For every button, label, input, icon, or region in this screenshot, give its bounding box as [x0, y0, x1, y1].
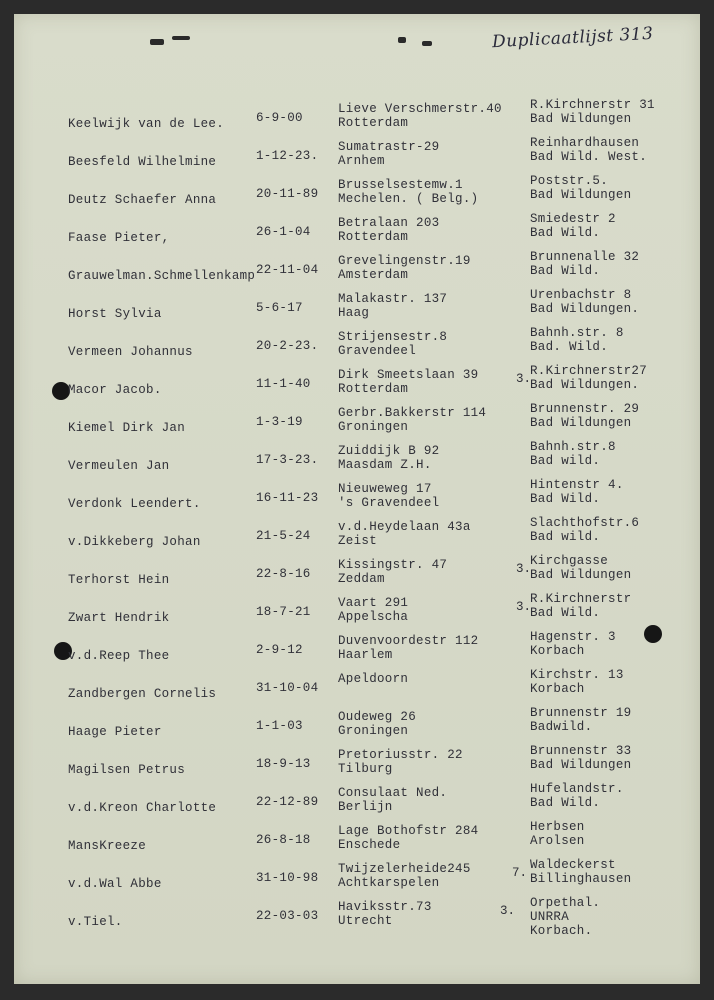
destination-line: Bad Wildungen. — [530, 302, 640, 316]
address-line: v.d.Heydelaan 43a — [338, 520, 471, 534]
destination-address — [530, 858, 631, 886]
person-name: v.Dikkeberg Johan — [68, 535, 201, 549]
person-name: Zandbergen Cornelis — [68, 687, 217, 701]
list-item — [0, 404, 714, 444]
home-address — [338, 558, 447, 586]
destination-line: Bad Wild. — [530, 492, 601, 506]
address-line: Vaart 291 — [338, 596, 409, 610]
list-item — [0, 556, 714, 596]
ink-smudge — [398, 37, 406, 43]
destination-line: Korbach — [530, 644, 585, 658]
destination-line: Hintenstr 4. — [530, 478, 624, 492]
home-address — [338, 596, 408, 624]
address-line: Twijzelerheide245 — [338, 862, 471, 876]
destination-line: Bad wild. — [530, 454, 601, 468]
destination-line: Bad Wildungen — [530, 758, 632, 772]
birth-date: 1-12-23. — [256, 149, 319, 163]
birth-date: 1-1-03 — [256, 719, 303, 733]
address-line: Apeldoorn — [338, 672, 409, 686]
person-name: Terhorst Hein — [68, 573, 170, 587]
group-number: 3. — [516, 372, 532, 386]
home-address — [338, 520, 471, 548]
home-address — [338, 672, 408, 686]
destination-address — [530, 440, 616, 468]
birth-date: 31-10-04 — [256, 681, 319, 695]
destination-address — [530, 706, 631, 734]
address-line: Dirk Smeetslaan 39 — [338, 368, 479, 382]
list-item — [0, 518, 714, 558]
destination-line: UNRRA — [530, 910, 570, 924]
home-address — [338, 786, 447, 814]
home-address — [338, 330, 447, 358]
address-line: Consulaat Ned. — [338, 786, 448, 800]
home-address — [338, 634, 478, 662]
destination-address — [530, 820, 585, 848]
birth-date: 26-1-04 — [256, 225, 311, 239]
list-item — [0, 214, 714, 254]
list-item — [0, 138, 714, 178]
address-line: Gerbr.Bakkerstr 114 — [338, 406, 487, 420]
destination-line: Bad Wildungen — [530, 568, 632, 582]
address-line: Arnhem — [338, 154, 385, 168]
person-name: v.d.Reep Thee — [68, 649, 170, 663]
destination-line: Bad Wild. West. — [530, 150, 648, 164]
address-line: Groningen — [338, 724, 409, 738]
address-line: Betralaan 203 — [338, 216, 440, 230]
list-item — [0, 594, 714, 634]
destination-line: Poststr.5. — [530, 174, 609, 188]
destination-line: Bad Wildungen — [530, 112, 632, 126]
ink-smudge — [150, 39, 164, 45]
person-name: Vermeen Johannus — [68, 345, 193, 359]
destination-line: Bad Wildungen. — [530, 378, 640, 392]
list-item — [0, 366, 714, 406]
address-line: Rotterdam — [338, 230, 409, 244]
handwritten-note: Duplicaatlijst 313 — [491, 23, 654, 53]
address-line: Sumatrastr-29 — [338, 140, 440, 154]
address-line: Maasdam Z.H. — [338, 458, 432, 472]
list-item — [0, 670, 714, 710]
person-name: Horst Sylvia — [68, 307, 162, 321]
list-item — [0, 442, 714, 482]
destination-address — [530, 250, 639, 278]
destination-line: Hufelandstr. — [530, 782, 624, 796]
list-item — [0, 176, 714, 216]
destination-line: Bad Wild. — [530, 796, 601, 810]
destination-line: Korbach. — [530, 924, 593, 938]
address-line: Lieve Verschmerstr.40 — [338, 102, 502, 116]
person-name: Macor Jacob. — [68, 383, 162, 397]
list-item — [0, 632, 714, 672]
home-address — [338, 444, 439, 472]
group-number: 3. — [516, 562, 532, 576]
home-address — [338, 900, 432, 928]
destination-line: Waldeckerst — [530, 858, 616, 872]
list-item — [0, 100, 714, 140]
destination-line: Bad Wildungen — [530, 188, 632, 202]
home-address — [338, 178, 478, 206]
destination-line: Bad Wildungen — [530, 416, 632, 430]
home-address — [338, 216, 439, 244]
birth-date: 17-3-23. — [256, 453, 319, 467]
destination-address — [530, 174, 631, 202]
birth-date: 22-11-04 — [256, 263, 319, 277]
group-number: 3. — [500, 904, 516, 918]
list-item — [0, 708, 714, 748]
person-name: Beesfeld Wilhelmine — [68, 155, 217, 169]
birth-date: 2-9-12 — [256, 643, 303, 657]
destination-line: Orpethal. — [530, 896, 601, 910]
address-line: Mechelen. ( Belg.) — [338, 192, 479, 206]
ink-smudge — [172, 36, 190, 40]
destination-line: Herbsen — [530, 820, 585, 834]
birth-date: 22-12-89 — [256, 795, 319, 809]
address-line: Appelscha — [338, 610, 409, 624]
address-line: Duvenvoordestr 112 — [338, 634, 479, 648]
address-line: Malakastr. 137 — [338, 292, 448, 306]
home-address — [338, 482, 439, 510]
destination-line: Billinghausen — [530, 872, 632, 886]
person-name: v.Tiel. — [68, 915, 123, 929]
person-name: Kiemel Dirk Jan — [68, 421, 186, 435]
person-name: v.d.Wal Abbe — [68, 877, 162, 891]
address-line: Amsterdam — [338, 268, 409, 282]
birth-date: 26-8-18 — [256, 833, 311, 847]
destination-address — [530, 326, 624, 354]
home-address — [338, 748, 463, 776]
address-line: Haviksstr.73 — [338, 900, 432, 914]
list-item — [0, 898, 714, 938]
address-line: Strijensestr.8 — [338, 330, 448, 344]
destination-line: Arolsen — [530, 834, 585, 848]
person-name: Faase Pieter, — [68, 231, 170, 245]
birth-date: 11-1-40 — [256, 377, 311, 391]
destination-address — [530, 592, 631, 620]
person-name: MansKreeze — [68, 839, 147, 853]
address-line: Zeddam — [338, 572, 385, 586]
address-line: Gravendeel — [338, 344, 417, 358]
birth-date: 20-2-23. — [256, 339, 319, 353]
destination-address — [530, 516, 639, 544]
destination-line: R.Kirchnerstr27 — [530, 364, 648, 378]
birth-date: 21-5-24 — [256, 529, 311, 543]
home-address — [338, 710, 416, 738]
address-line: Pretoriusstr. 22 — [338, 748, 463, 762]
birth-date: 22-03-03 — [256, 909, 319, 923]
destination-line: Hagenstr. 3 — [530, 630, 616, 644]
destination-address — [530, 136, 647, 164]
group-number: 7. — [512, 866, 528, 880]
destination-line: R.Kirchnerstr 31 — [530, 98, 655, 112]
address-line: Zuiddijk B 92 — [338, 444, 440, 458]
list-item — [0, 252, 714, 292]
person-name: v.d.Kreon Charlotte — [68, 801, 217, 815]
home-address — [338, 862, 471, 890]
person-name: Deutz Schaefer Anna — [68, 193, 217, 207]
address-line: Kissingstr. 47 — [338, 558, 448, 572]
destination-address — [530, 402, 639, 430]
birth-date: 18-9-13 — [256, 757, 311, 771]
birth-date: 18-7-21 — [256, 605, 311, 619]
person-name: Verdonk Leendert. — [68, 497, 201, 511]
destination-address — [530, 554, 631, 582]
birth-date: 5-6-17 — [256, 301, 303, 315]
destination-line: Bahnh.str. 8 — [530, 326, 624, 340]
home-address — [338, 140, 439, 168]
address-line: Zeist — [338, 534, 378, 548]
list-item — [0, 290, 714, 330]
destination-address — [530, 896, 600, 938]
destination-line: Badwild. — [530, 720, 593, 734]
address-line: Oudeweg 26 — [338, 710, 417, 724]
home-address — [338, 368, 478, 396]
home-address — [338, 824, 478, 852]
list-item — [0, 480, 714, 520]
list-item — [0, 822, 714, 862]
home-address — [338, 406, 486, 434]
destination-address — [530, 98, 655, 126]
destination-line: Slachthofstr.6 — [530, 516, 640, 530]
destination-address — [530, 668, 624, 696]
birth-date: 31-10-98 — [256, 871, 319, 885]
address-line: Groningen — [338, 420, 409, 434]
address-line: Berlijn — [338, 800, 393, 814]
address-line: Haarlem — [338, 648, 393, 662]
destination-line: Reinhardhausen — [530, 136, 640, 150]
person-name: Magilsen Petrus — [68, 763, 186, 777]
ink-smudge — [422, 41, 432, 46]
destination-line: Kirchstr. 13 — [530, 668, 624, 682]
list-item — [0, 784, 714, 824]
address-line: Haag — [338, 306, 370, 320]
address-line: Utrecht — [338, 914, 393, 928]
list-item — [0, 746, 714, 786]
list-item — [0, 328, 714, 368]
birth-date: 20-11-89 — [256, 187, 319, 201]
address-line: Lage Bothofstr 284 — [338, 824, 479, 838]
destination-line: Bad. Wild. — [530, 340, 609, 354]
birth-date: 22-8-16 — [256, 567, 311, 581]
person-name: Keelwijk van de Lee. — [68, 117, 225, 131]
person-name: Vermeulen Jan — [68, 459, 170, 473]
destination-line: Bad Wild. — [530, 226, 601, 240]
home-address — [338, 254, 471, 282]
address-line: Brusselsestemw.1 — [338, 178, 463, 192]
person-name: Haage Pieter — [68, 725, 162, 739]
destination-line: Bahnh.str.8 — [530, 440, 616, 454]
address-line: Tilburg — [338, 762, 393, 776]
home-address — [338, 292, 447, 320]
address-line: Rotterdam — [338, 382, 409, 396]
birth-date: 1-3-19 — [256, 415, 303, 429]
destination-line: Brunnenalle 32 — [530, 250, 640, 264]
destination-address — [530, 478, 624, 506]
address-line: Grevelingenstr.19 — [338, 254, 471, 268]
destination-address — [530, 212, 616, 240]
destination-line: Smiedestr 2 — [530, 212, 616, 226]
birth-date: 16-11-23 — [256, 491, 319, 505]
person-name: Grauwelman.Schmellenkamp — [68, 269, 256, 283]
destination-line: Urenbachstr 8 — [530, 288, 632, 302]
destination-line: Bad Wild. — [530, 264, 601, 278]
destination-address — [530, 744, 631, 772]
address-line: Nieuweweg 17 — [338, 482, 432, 496]
list-item — [0, 860, 714, 900]
destination-address — [530, 782, 624, 810]
group-number: 3. — [516, 600, 532, 614]
destination-line: Brunnenstr 19 — [530, 706, 632, 720]
destination-line: R.Kirchnerstr — [530, 592, 632, 606]
destination-line: Bad Wild. — [530, 606, 601, 620]
birth-date: 6-9-00 — [256, 111, 303, 125]
destination-line: Korbach — [530, 682, 585, 696]
person-name: Zwart Hendrik — [68, 611, 170, 625]
home-address — [338, 102, 502, 130]
address-line: Rotterdam — [338, 116, 409, 130]
destination-address — [530, 364, 647, 392]
destination-address — [530, 630, 616, 658]
address-line: 's Gravendeel — [338, 496, 440, 510]
destination-line: Bad wild. — [530, 530, 601, 544]
address-line: Enschede — [338, 838, 401, 852]
destination-address — [530, 288, 639, 316]
destination-line: Kirchgasse — [530, 554, 609, 568]
destination-line: Brunnenstr 33 — [530, 744, 632, 758]
address-line: Achtkarspelen — [338, 876, 440, 890]
destination-line: Brunnenstr. 29 — [530, 402, 640, 416]
